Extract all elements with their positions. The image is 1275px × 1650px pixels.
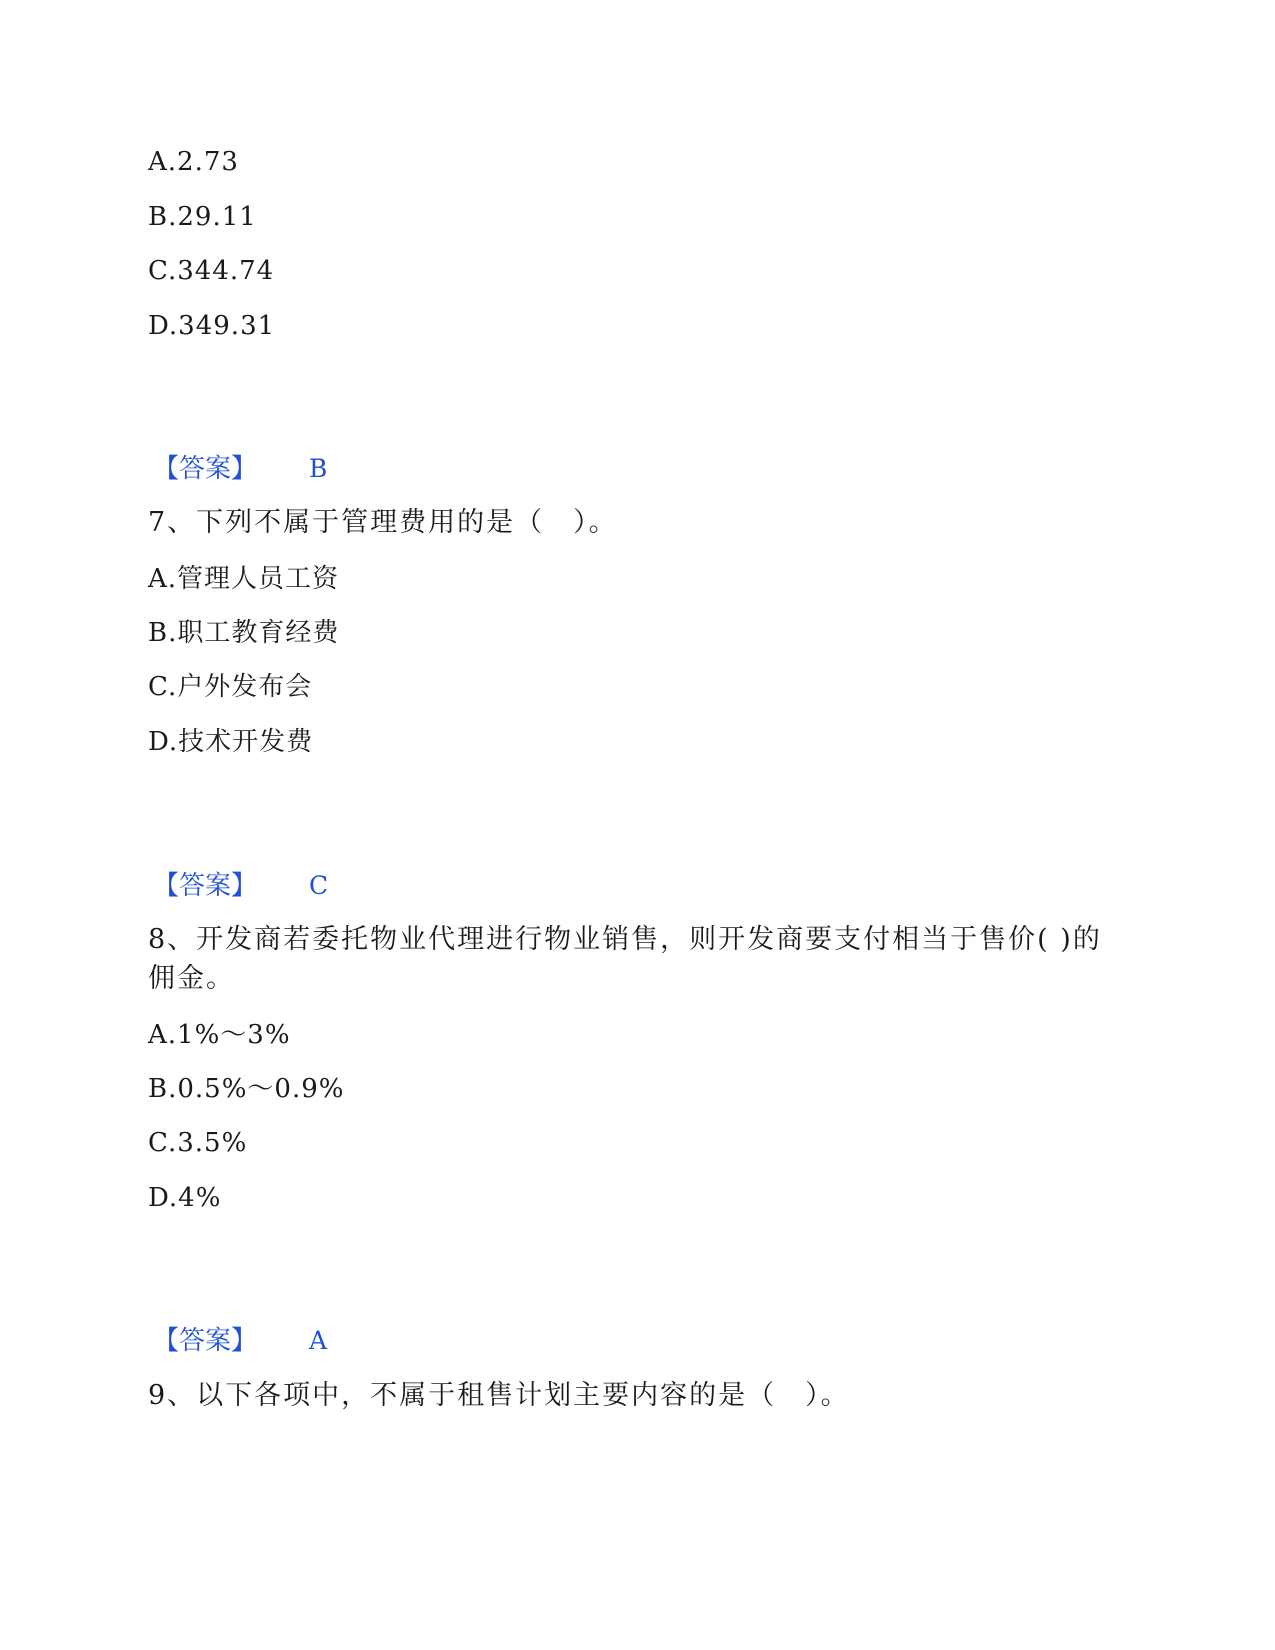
answer-label: 【答案】 bbox=[153, 871, 258, 901]
answer-value: C bbox=[309, 871, 329, 900]
q8-option-b: B.0.5%～0.9% bbox=[148, 1074, 345, 1104]
q7-option-d: D.技术开发费 bbox=[148, 727, 314, 757]
q8-answer bbox=[153, 1324, 327, 1358]
q7-option-a: A.管理人员工资 bbox=[148, 564, 340, 594]
q7-answer bbox=[153, 869, 328, 903]
q9-stem: 9、以下各项中，不属于租售计划主要内容的是（ ）。 bbox=[148, 1380, 850, 1411]
q7-option-b: B.职工教育经费 bbox=[148, 618, 340, 648]
q8-option-a: A.1%～3% bbox=[148, 1020, 291, 1050]
q7-stem: 7、下列不属于管理费用的是（ ）。 bbox=[148, 507, 618, 538]
answer-value: A bbox=[309, 1326, 328, 1355]
q8-stem-line2: 佣金。 bbox=[148, 963, 235, 994]
q8-stem-line1: 8、开发商若委托物业代理进行物业销售，则开发商要支付相当于售价( )的 bbox=[148, 924, 1102, 955]
answer-label: 【答案】 bbox=[153, 1326, 258, 1356]
q6-option-a: A.2.73 bbox=[148, 147, 239, 177]
q8-option-c: C.3.5% bbox=[148, 1128, 248, 1158]
q6-option-c: C.344.74 bbox=[148, 256, 275, 286]
answer-value: B bbox=[309, 454, 328, 483]
q6-option-b: B.29.11 bbox=[148, 202, 257, 232]
q6-option-d: D.349.31 bbox=[148, 311, 276, 341]
q7-option-c: C.户外发布会 bbox=[148, 672, 313, 702]
answer-label: 【答案】 bbox=[153, 454, 258, 484]
q8-option-d: D.4% bbox=[148, 1183, 222, 1213]
q6-answer bbox=[153, 452, 327, 486]
